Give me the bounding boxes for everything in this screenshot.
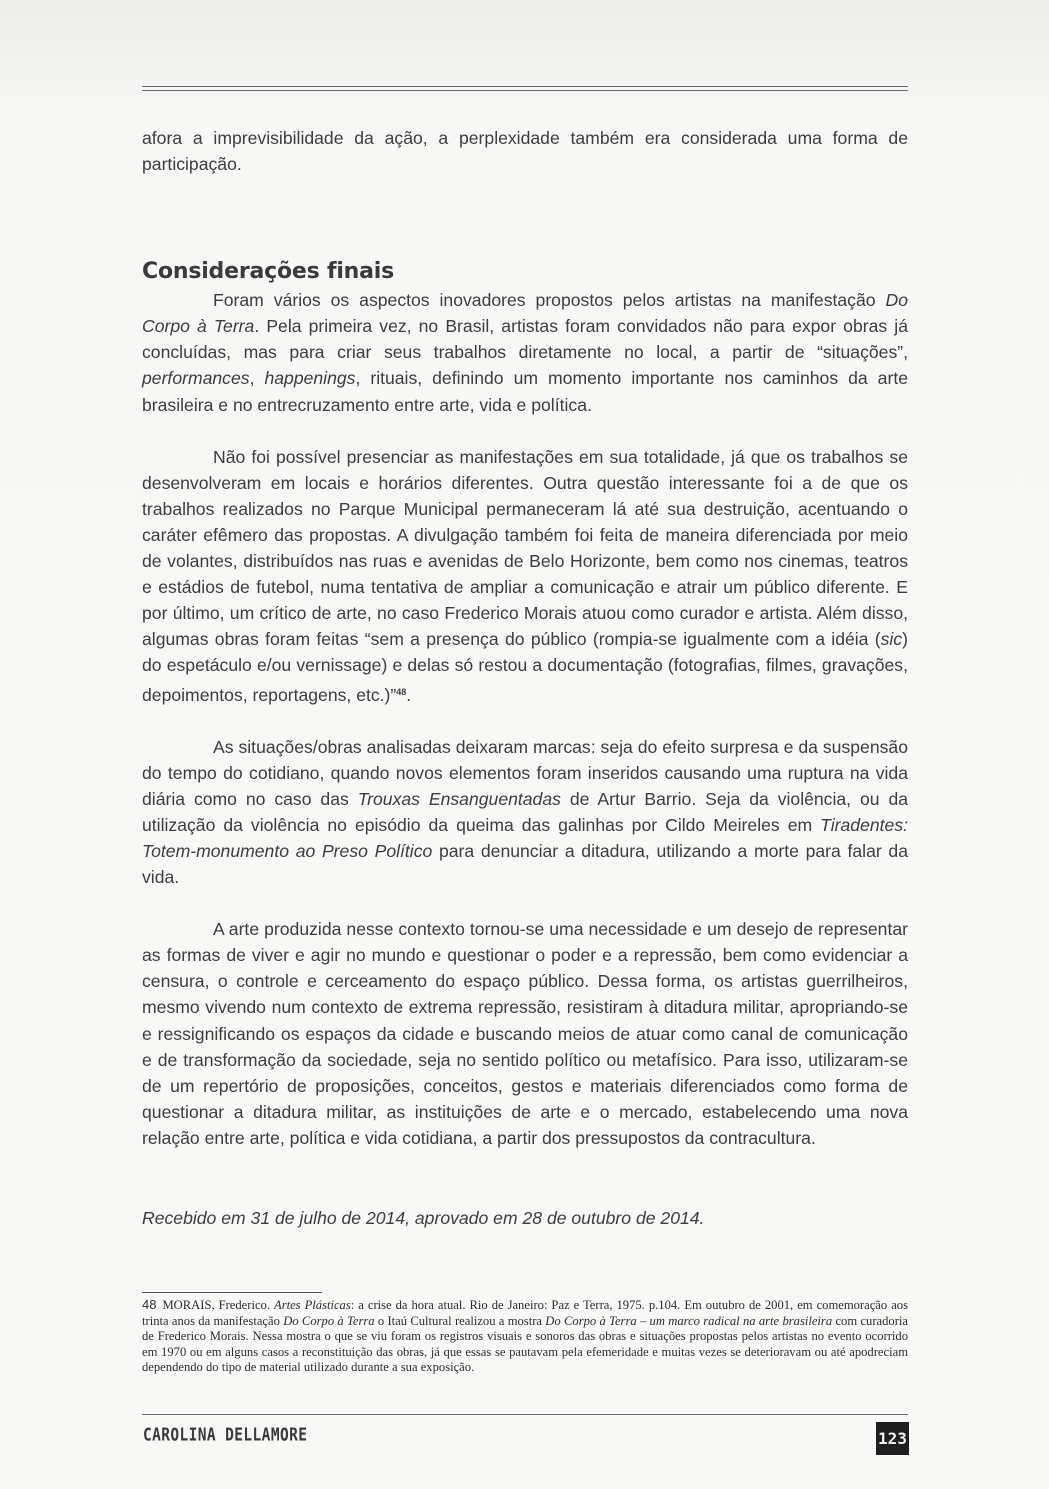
- footnote-italic-do-corpo: Do Corpo à Terra: [283, 1313, 375, 1328]
- p2-text-a: Não foi possível presenciar as manifestações em sua totalidade, já que os trabalhos se desenvolveram em locais e horários diferentes. Outra questão interessante foi a de que os trabalhos realizados no Parque Municipal permaneceram lá até sua destruição, acentuando o caráter efêmero das propostas. A divulgação também foi feita de maneira diferenciada por meio de volantes, distribuídos nas ruas e avenidas de Belo Horizonte, bem como nos cinemas, teatros e estádios de futebol, numa tentativa de ampliar a comunicação e atrair um público diferente. E por último, um crítico de arte, no caso Frederico Morais atuou como curador e artista. Além disso, algumas obras foram feitas “sem a presença do público (rompia-se igualmente com a idéia (: [142, 446, 908, 650]
- spacer: [142, 708, 908, 734]
- paragraph-3: [142, 734, 908, 891]
- p1-text-e: ,: [249, 368, 265, 389]
- footnote-italic-artes: Artes Plásticas: [274, 1298, 351, 1312]
- paragraph-4: A arte produzida nesse contexto tornou-se uma necessidade e um desejo de representar as formas de viver e agir no mundo e questionar o poder e a repressão, bem como evidenciar a censura, o controle e cerceamento do espaço público. Dessa forma, os artistas guerrilheiros, mesmo vivendo num contexto de extrema repressão, resistiram à ditadura militar, apropriando-se e ressignificando os espaços da cidade e buscando meios de atuar como canal de comunicação e de transformação da sociedade, seja no sentido político ou metafísico. Para isso, utilizaram-se de um repertório de proposições, conceitos, gestos e materiais diferenciados como forma de questionar a ditadura militar, as instituições de arte e o mercado, estabelecendo uma nova relação entre arte, política e vida cotidiana, a partir dos pressupostos da contracultura.: [142, 919, 908, 1148]
- footnote-text-a: MORAIS, Frederico.: [162, 1298, 274, 1312]
- spacer: [142, 1151, 908, 1205]
- p1-italic-do-corpo: Do Corpo à Terra: [142, 290, 908, 337]
- p2-text-d: .: [406, 684, 412, 705]
- footnote-text-e: o Itaú Cultural realizou a mostra: [374, 1313, 546, 1328]
- p1-text-a: Foram vários os aspectos inovadores propostos pelos artistas na manifestação: [213, 290, 886, 311]
- paragraph-2: [142, 444, 908, 708]
- main-content: [142, 125, 908, 1231]
- p1-italic-performances: performances: [142, 368, 250, 389]
- footnote-rule: [142, 1292, 322, 1293]
- p3-text-e: para denunciar a ditadura, utilizando a morte para falar da vida.: [142, 840, 908, 888]
- p2-italic-sic: sic: [880, 629, 903, 650]
- spacer: [142, 418, 908, 444]
- p1-text-g: , rituais, definindo um momento importante nos caminhos da arte brasileira e no entrecruzamento entre arte, vida e política.: [142, 368, 908, 415]
- received-note: Recebido em 31 de julho de 2014, aprovado em 28 de outubro de 2014.: [142, 1208, 705, 1228]
- p2-text-c: ) do espetáculo e/ou vernissage) e delas só restou a documentação (fotografias, filmes, gravações, depoimentos, reportagens, etc.)”: [142, 629, 908, 705]
- footnote-text-g: com curadoria de Frederico Morais. Nessa mostra o que se viu foram os registros visuais e sonoros das obras e situações propostas pelos artistas no evento ocorrido em 1970 ou em alguns casos a reconstituição das obras, já que essas se pautavam pela efemeridade e muitas vezes se deterioravam ou até apodreciam dependendo do tipo de material utilizado durante a sua exposição.: [142, 1313, 908, 1375]
- footnote-italic-mostra: Do Corpo à Terra – um marco radical na arte brasileira: [545, 1313, 833, 1328]
- section-title: Considerações finais: [142, 259, 395, 285]
- paragraph-1: [142, 287, 908, 417]
- p3-italic-tiradentes: Tiradentes: Totem-monumento ao Preso Político: [142, 814, 908, 861]
- footer-rule: [142, 1414, 908, 1415]
- footnote-ref-48[interactable]: 48: [396, 686, 407, 697]
- header-rule: [142, 86, 908, 87]
- header-rule-secondary: [142, 90, 908, 91]
- intro-paragraph: afora a imprevisibilidade da ação, a perplexidade também era considerada uma forma de participação.: [142, 128, 908, 175]
- spacer: [142, 177, 908, 257]
- spacer: [142, 890, 908, 916]
- footnote-number: 48: [142, 1297, 157, 1312]
- page-number: 123: [876, 1422, 909, 1455]
- p3-text-c: de Artur Barrio. Seja da violência, ou da utilização da violência no episódio da queima das galinhas por Cildo Meireles em: [142, 788, 909, 835]
- footnote: [142, 1297, 908, 1376]
- p1-text-c: . Pela primeira vez, no Brasil, artistas foram convidados não para expor obras já concluídas, mas para criar seus trabalhos diretamente no local, a partir de “situações”,: [142, 316, 908, 363]
- p1-italic-happenings: happenings: [264, 368, 356, 389]
- author-name: CAROLINA DELLAMORE: [143, 1426, 308, 1446]
- p3-italic-trouxas: Trouxas Ensanguentadas: [357, 788, 561, 809]
- footnote-text-c: : a crise da hora atual. Rio de Janeiro: Paz e Terra, 1975. p.104. Em outubro de 2001, em comemoração aos trinta anos da manifestação: [142, 1298, 908, 1328]
- p3-text-a: As situações/obras analisadas deixaram marcas: seja do efeito surpresa e da suspensão do tempo do cotidiano, quando novos elementos foram inseridos causando uma ruptura na vida diária como no caso das: [142, 736, 908, 809]
